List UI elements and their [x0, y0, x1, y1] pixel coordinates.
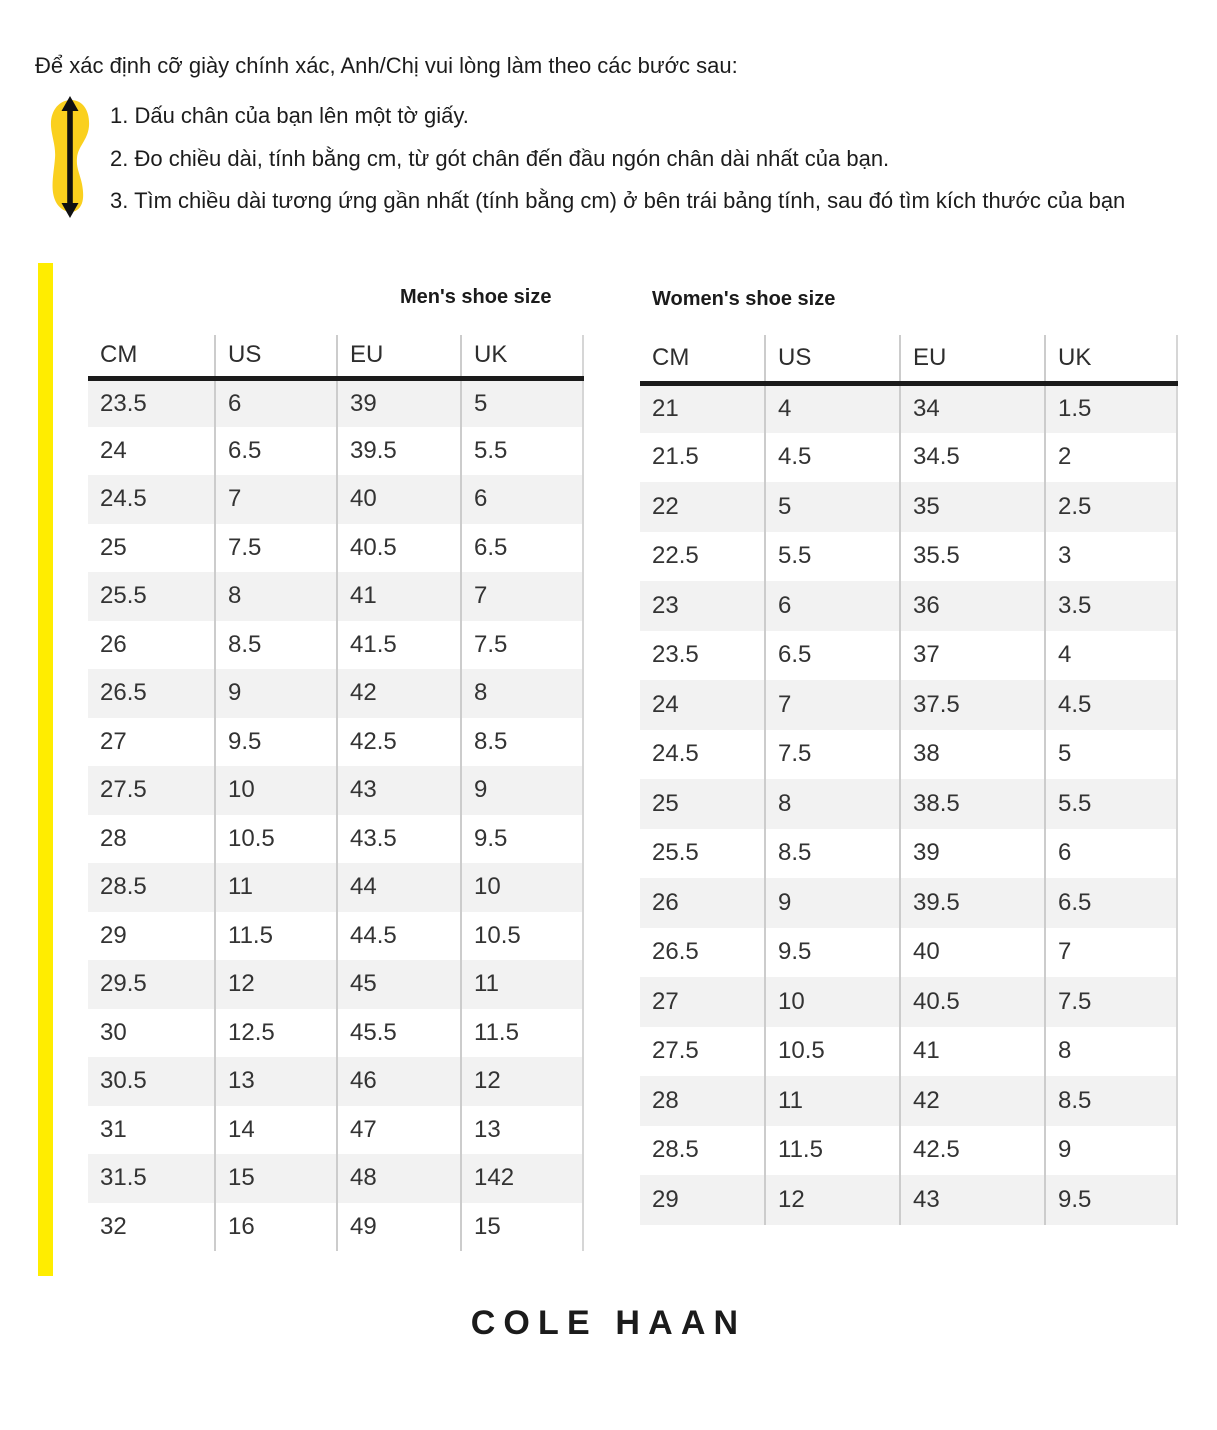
table-cell: 7.5: [765, 730, 900, 780]
column-header: CM: [640, 335, 765, 383]
table-cell: 8: [215, 572, 337, 621]
table-row: [88, 1009, 583, 1058]
table-cell: 40: [337, 475, 461, 524]
table-cell: 49: [337, 1203, 461, 1252]
table-row: [640, 928, 1177, 978]
table-cell: 10: [765, 977, 900, 1027]
table-cell: 10.5: [215, 815, 337, 864]
table-cell: 16: [215, 1203, 337, 1252]
table-row: [88, 621, 583, 670]
table-row: [640, 433, 1177, 483]
table-cell: 10.5: [765, 1027, 900, 1077]
table-cell: 11: [461, 960, 583, 1009]
table-cell: 42.5: [337, 718, 461, 767]
table-cell: 13: [461, 1106, 583, 1155]
table-cell: 21: [640, 383, 765, 433]
table-cell: 25: [100, 533, 127, 561]
table-cell: 5.5: [1045, 779, 1177, 829]
table-cell: 12: [461, 1057, 583, 1106]
table-cell: 28: [100, 824, 127, 852]
table-cell: 39.5: [337, 427, 461, 476]
table-cell: 29: [100, 921, 127, 949]
table-cell: 35: [900, 482, 1045, 532]
table-cell: 45: [337, 960, 461, 1009]
table-cell: 34: [900, 383, 1045, 433]
table-cell: 7: [1045, 928, 1177, 978]
table-cell: 7: [765, 680, 900, 730]
table-cell: 5.5: [461, 427, 583, 476]
table-cell: 11: [765, 1076, 900, 1126]
table-cell: 7: [215, 475, 337, 524]
table-cell: 40.5: [337, 524, 461, 573]
table-cell: 11.5: [215, 912, 337, 961]
table-row: [640, 680, 1177, 730]
table-cell: 30: [100, 1018, 127, 1046]
column-header: EU: [900, 335, 1045, 383]
table-row: [88, 1057, 583, 1106]
table-cell: 3: [1045, 532, 1177, 582]
table-cell: 43: [337, 766, 461, 815]
table-cell: 8: [461, 669, 583, 718]
column-header: US: [765, 335, 900, 383]
table-cell: 21.5: [652, 443, 699, 471]
table-cell: 31: [100, 1115, 127, 1143]
table-cell: 38: [900, 730, 1045, 780]
table-cell: 24: [640, 680, 765, 730]
table-cell: 9: [1045, 1126, 1177, 1176]
table-row: [640, 532, 1177, 582]
table-cell: 26.5: [88, 669, 215, 718]
table-row: [88, 863, 583, 912]
table-cell: 41: [900, 1027, 1045, 1077]
table-cell: 6: [461, 475, 583, 524]
table-row: [640, 1027, 1177, 1077]
table-cell: 12: [215, 960, 337, 1009]
table-cell: 9.5: [1045, 1175, 1177, 1225]
table-row: [88, 1154, 583, 1203]
table-cell: 37.5: [900, 680, 1045, 730]
column-header: EU: [337, 335, 461, 378]
table-cell: 8: [765, 779, 900, 829]
table-cell: 6.5: [765, 631, 900, 681]
intro-title: Để xác định cỡ giày chính xác, Anh/Chị vui lòng làm theo các bước sau:: [35, 53, 738, 78]
table-cell: 23: [640, 581, 765, 631]
table-cell: 31.5: [88, 1154, 215, 1203]
table-cell: 45.5: [337, 1009, 461, 1058]
table-row: [88, 378, 583, 427]
table-cell: 6: [765, 581, 900, 631]
table-cell: 11.5: [765, 1126, 900, 1176]
table-cell: 24.5: [88, 475, 215, 524]
instruction-step-1: 1. Dấu chân của bạn lên một tờ giấy.: [110, 103, 469, 128]
table-row: [88, 669, 583, 718]
table-row: [640, 977, 1177, 1027]
table-cell: 3.5: [1045, 581, 1177, 631]
table-row: [640, 1126, 1177, 1176]
foot-measurement-icon: [42, 96, 98, 218]
table-row: [640, 631, 1177, 681]
table-cell: 29.5: [88, 960, 215, 1009]
table-row: [88, 427, 583, 476]
table-cell: 39: [900, 829, 1045, 879]
table-cell: 36: [900, 581, 1045, 631]
table-row: [88, 1106, 583, 1155]
table-cell: 8.5: [765, 829, 900, 879]
table-cell: 15: [215, 1154, 337, 1203]
table-row: [640, 730, 1177, 780]
table-row: [88, 1203, 583, 1252]
table-cell: 4.5: [765, 433, 900, 483]
table-row: [88, 766, 583, 815]
table-cell: 8: [1045, 1027, 1177, 1077]
instruction-step-2: 2. Đo chiều dài, tính bằng cm, từ gót chân đến đầu ngón chân dài nhất của bạn.: [110, 146, 890, 171]
table-cell: 7.5: [1045, 977, 1177, 1027]
table-row: [88, 912, 583, 961]
table-cell: 9.5: [215, 718, 337, 767]
table-cell: 1.5: [1045, 383, 1177, 433]
table-cell: 2: [1045, 433, 1177, 483]
table-row: [640, 779, 1177, 829]
table-cell: 10.5: [461, 912, 583, 961]
table-row: [640, 581, 1177, 631]
table-cell: 4: [765, 383, 900, 433]
table-cell: 4.5: [1045, 680, 1177, 730]
table-cell: 9.5: [461, 815, 583, 864]
table-cell: 9: [461, 766, 583, 815]
table-cell: 28.5: [88, 863, 215, 912]
table-cell: 40.5: [900, 977, 1045, 1027]
table-cell: 41.5: [337, 621, 461, 670]
column-header: UK: [461, 335, 583, 378]
table-cell: 7.5: [215, 524, 337, 573]
table-cell: 23.5: [88, 378, 215, 427]
table-cell: 37: [900, 631, 1045, 681]
table-cell: 5: [765, 482, 900, 532]
table-cell: 26: [640, 878, 765, 928]
table-cell: 25: [640, 779, 765, 829]
mens-column-header-row: [88, 335, 583, 378]
table-cell: 29: [640, 1175, 765, 1225]
table-cell: 26.5: [652, 938, 699, 966]
table-cell: 42: [337, 669, 461, 718]
table-cell: 32: [100, 1212, 127, 1240]
table-cell: 4: [1045, 631, 1177, 681]
table-cell: 6.5: [215, 427, 337, 476]
table-cell: 41: [337, 572, 461, 621]
table-cell: 42: [900, 1076, 1045, 1126]
table-cell: 25.5: [88, 572, 215, 621]
womens-size-table: [640, 335, 1178, 1225]
table-cell: 7.5: [461, 621, 583, 670]
table-cell: 47: [337, 1106, 461, 1155]
table-cell: 5: [461, 378, 583, 427]
table-cell: 48: [337, 1154, 461, 1203]
table-cell: 142: [461, 1154, 583, 1203]
accent-bar: [38, 263, 53, 1276]
table-cell: 8.5: [461, 718, 583, 767]
table-cell: 25.5: [652, 839, 699, 867]
table-cell: 39.5: [900, 878, 1045, 928]
table-cell: 27: [100, 727, 127, 755]
table-cell: 9: [765, 878, 900, 928]
table-row: [88, 475, 583, 524]
table-cell: 12.5: [215, 1009, 337, 1058]
table-cell: 38.5: [900, 779, 1045, 829]
womens-column-header-row: [640, 335, 1177, 383]
table-cell: 24.5: [652, 740, 699, 768]
mens-table-title: Men's shoe size: [400, 286, 552, 308]
table-cell: 44.5: [337, 912, 461, 961]
table-cell: 6: [215, 378, 337, 427]
table-cell: 14: [215, 1106, 337, 1155]
table-cell: 22.5: [652, 542, 699, 570]
table-row: [88, 572, 583, 621]
table-row: [640, 1076, 1177, 1126]
table-cell: 23.5: [652, 641, 699, 669]
table-cell: 10: [461, 863, 583, 912]
table-cell: 28: [640, 1076, 765, 1126]
table-cell: 7: [461, 572, 583, 621]
table-cell: 40: [900, 928, 1045, 978]
table-cell: 5.5: [765, 532, 900, 582]
table-cell: 27.5: [88, 766, 215, 815]
table-cell: 6.5: [461, 524, 583, 573]
table-cell: 28.5: [652, 1136, 699, 1164]
table-cell: 30.5: [88, 1057, 215, 1106]
table-cell: 5: [1045, 730, 1177, 780]
table-row: [640, 1175, 1177, 1225]
table-cell: 9.5: [765, 928, 900, 978]
table-cell: 8.5: [1045, 1076, 1177, 1126]
table-cell: 42.5: [900, 1126, 1045, 1176]
table-cell: 12: [765, 1175, 900, 1225]
table-cell: 11.5: [461, 1009, 583, 1058]
table-cell: 9: [215, 669, 337, 718]
table-cell: 34.5: [900, 433, 1045, 483]
table-cell: 2.5: [1045, 482, 1177, 532]
table-cell: 22: [640, 482, 765, 532]
table-row: [640, 482, 1177, 532]
table-cell: 15: [461, 1203, 583, 1252]
table-cell: 43: [900, 1175, 1045, 1225]
table-row: [88, 718, 583, 767]
table-cell: 46: [337, 1057, 461, 1106]
table-cell: 27: [640, 977, 765, 1027]
table-cell: 10: [215, 766, 337, 815]
column-header: US: [215, 335, 337, 378]
table-row: [640, 383, 1177, 433]
column-header: UK: [1045, 335, 1177, 383]
table-cell: 26: [100, 630, 127, 658]
column-header: CM: [88, 335, 215, 378]
brand-logo: COLE HAAN: [470, 1304, 747, 1342]
mens-size-table: [88, 335, 584, 1251]
table-cell: 35.5: [900, 532, 1045, 582]
table-cell: 44: [337, 863, 461, 912]
table-row: [88, 960, 583, 1009]
table-cell: 43.5: [337, 815, 461, 864]
table-row: [640, 878, 1177, 928]
table-cell: 39: [337, 378, 461, 427]
table-cell: 27.5: [652, 1037, 699, 1065]
table-row: [640, 829, 1177, 879]
instruction-step-3: 3. Tìm chiều dài tương ứng gần nhất (tính bằng cm) ở bên trái bảng tính, sau đó tìm kích thước của bạn: [110, 188, 1126, 213]
table-row: [88, 524, 583, 573]
table-cell: 6.5: [1045, 878, 1177, 928]
table-cell: 8.5: [215, 621, 337, 670]
table-cell: 13: [215, 1057, 337, 1106]
table-cell: 11: [215, 863, 337, 912]
womens-table-title: Women's shoe size: [652, 288, 836, 310]
table-cell: 6: [1045, 829, 1177, 879]
table-cell: 24: [100, 436, 127, 464]
table-row: [88, 815, 583, 864]
